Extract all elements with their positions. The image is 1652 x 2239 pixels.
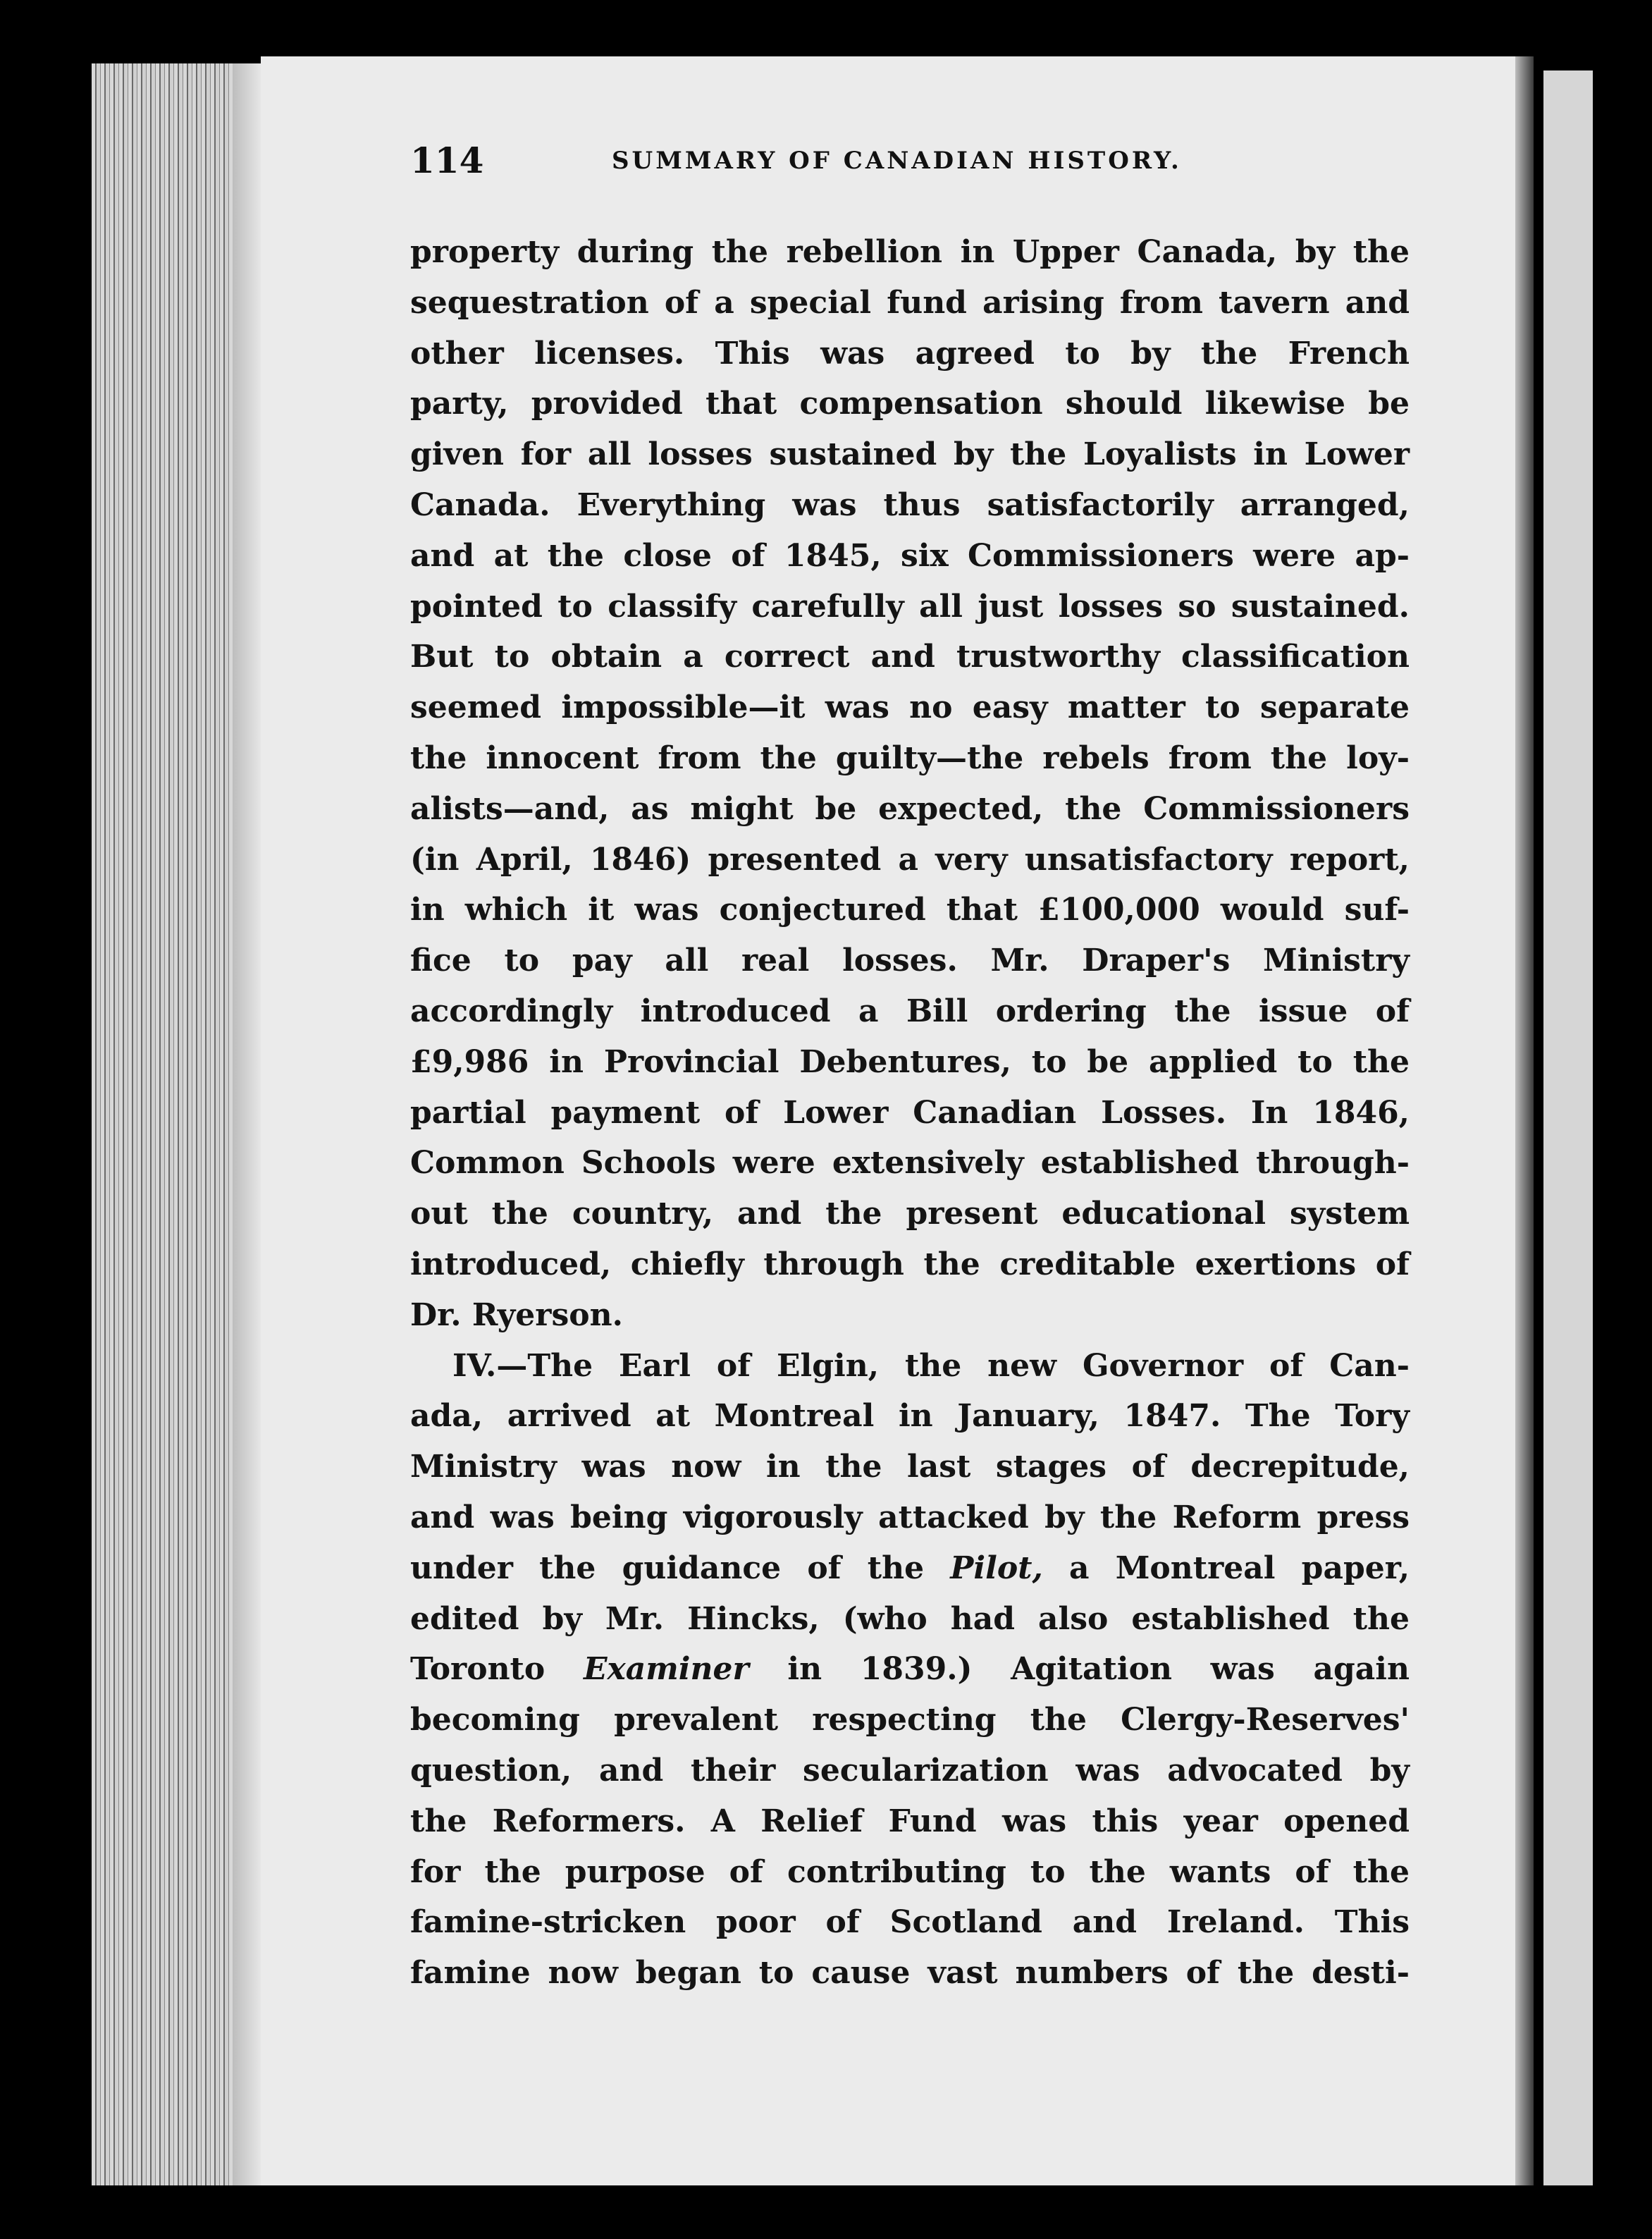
text-line: ada, arrived at Montreal in January, 1847. The Tory — [410, 1398, 1410, 1435]
text-line: the innocent from the guilty—the rebels from the loy- — [410, 740, 1410, 776]
text-segment: in 1839.) Agitation was again — [787, 1651, 1410, 1688]
text-segment: Toronto — [410, 1651, 545, 1688]
text-line: and was being vigorously attacked by the Reform press — [410, 1499, 1410, 1535]
running-title: SUMMARY OF CANADIAN HISTORY. — [612, 147, 1182, 175]
text-line: and at the close of 1845, six Commissioners were ap- — [410, 537, 1410, 574]
page-header — [410, 140, 1221, 189]
italic-examiner: Examiner — [583, 1651, 749, 1688]
text-segment: a Montreal paper, — [1069, 1550, 1410, 1586]
page-number: 114 — [410, 140, 484, 181]
text-line: But to obtain a correct and trustworthy classification — [410, 639, 1410, 675]
text-line-examiner — [410, 1644, 1410, 1695]
text-line: property during the rebellion in Upper Canada, by the — [410, 234, 1410, 270]
text-line: edited by Mr. Hincks, (who had also established the — [410, 1600, 1410, 1637]
text-line: sequestration of a special fund arising from tavern and — [410, 284, 1410, 321]
text-line: given for all losses sustained by the Loyalists in Lower — [410, 436, 1410, 473]
text-line: famine-stricken poor of Scotland and Ireland. This — [410, 1904, 1410, 1941]
paragraph-end-line: Dr. Ryerson. — [410, 1296, 623, 1333]
text-line: alists—and, as might be expected, the Commissioners — [410, 790, 1410, 827]
text-line: (in April, 1846) presented a very unsatisfactory report, — [410, 841, 1410, 878]
gutter-shadow — [1515, 56, 1534, 2185]
text-line: introduced, chiefly through the creditable exertions of — [410, 1246, 1410, 1282]
page-edges — [92, 63, 261, 2185]
text-line: in which it was conjectured that £100,000 would suf- — [410, 892, 1410, 928]
text-line: other licenses. This was agreed to by the French — [410, 335, 1410, 372]
body-text — [410, 227, 1410, 1999]
text-segment: under the guidance of the — [410, 1550, 925, 1586]
section-start-line: IV.—The Earl of Elgin, the new Governor of Can- — [452, 1347, 1410, 1384]
text-line: fice to pay all real losses. Mr. Draper's Ministry — [410, 943, 1410, 979]
text-line: pointed to classify carefully all just losses so sustained. — [410, 588, 1410, 625]
text-line: the Reformers. A Relief Fund was this year opened — [410, 1803, 1410, 1839]
text-line: Common Schools were extensively established through- — [410, 1145, 1410, 1182]
text-line: famine now began to cause vast numbers of the desti- — [410, 1955, 1410, 1992]
text-line: £9,986 in Provincial Debentures, to be applied to the — [410, 1043, 1410, 1080]
text-line: for the purpose of contributing to the wants of the — [410, 1853, 1410, 1890]
text-line: Ministry was now in the last stages of decrepitude, — [410, 1449, 1410, 1485]
facing-page-edge — [1543, 70, 1593, 2185]
text-line-pilot — [410, 1543, 1410, 1594]
text-line: question, and their secularization was advocated by — [410, 1752, 1410, 1789]
text-line: seemed impossible—it was no easy matter to separate — [410, 689, 1410, 726]
text-line: party, provided that compensation should likewise be — [410, 386, 1410, 422]
text-line: out the country, and the present educational system — [410, 1196, 1410, 1232]
text-line: partial payment of Lower Canadian Losses. In 1846, — [410, 1094, 1410, 1131]
text-line: accordingly introduced a Bill ordering the issue of — [410, 993, 1410, 1029]
text-line: Canada. Everything was thus satisfactorily arranged, — [410, 486, 1410, 523]
italic-pilot: Pilot, — [950, 1550, 1043, 1586]
text-line: becoming prevalent respecting the Clergy-Reserves' — [410, 1702, 1410, 1738]
